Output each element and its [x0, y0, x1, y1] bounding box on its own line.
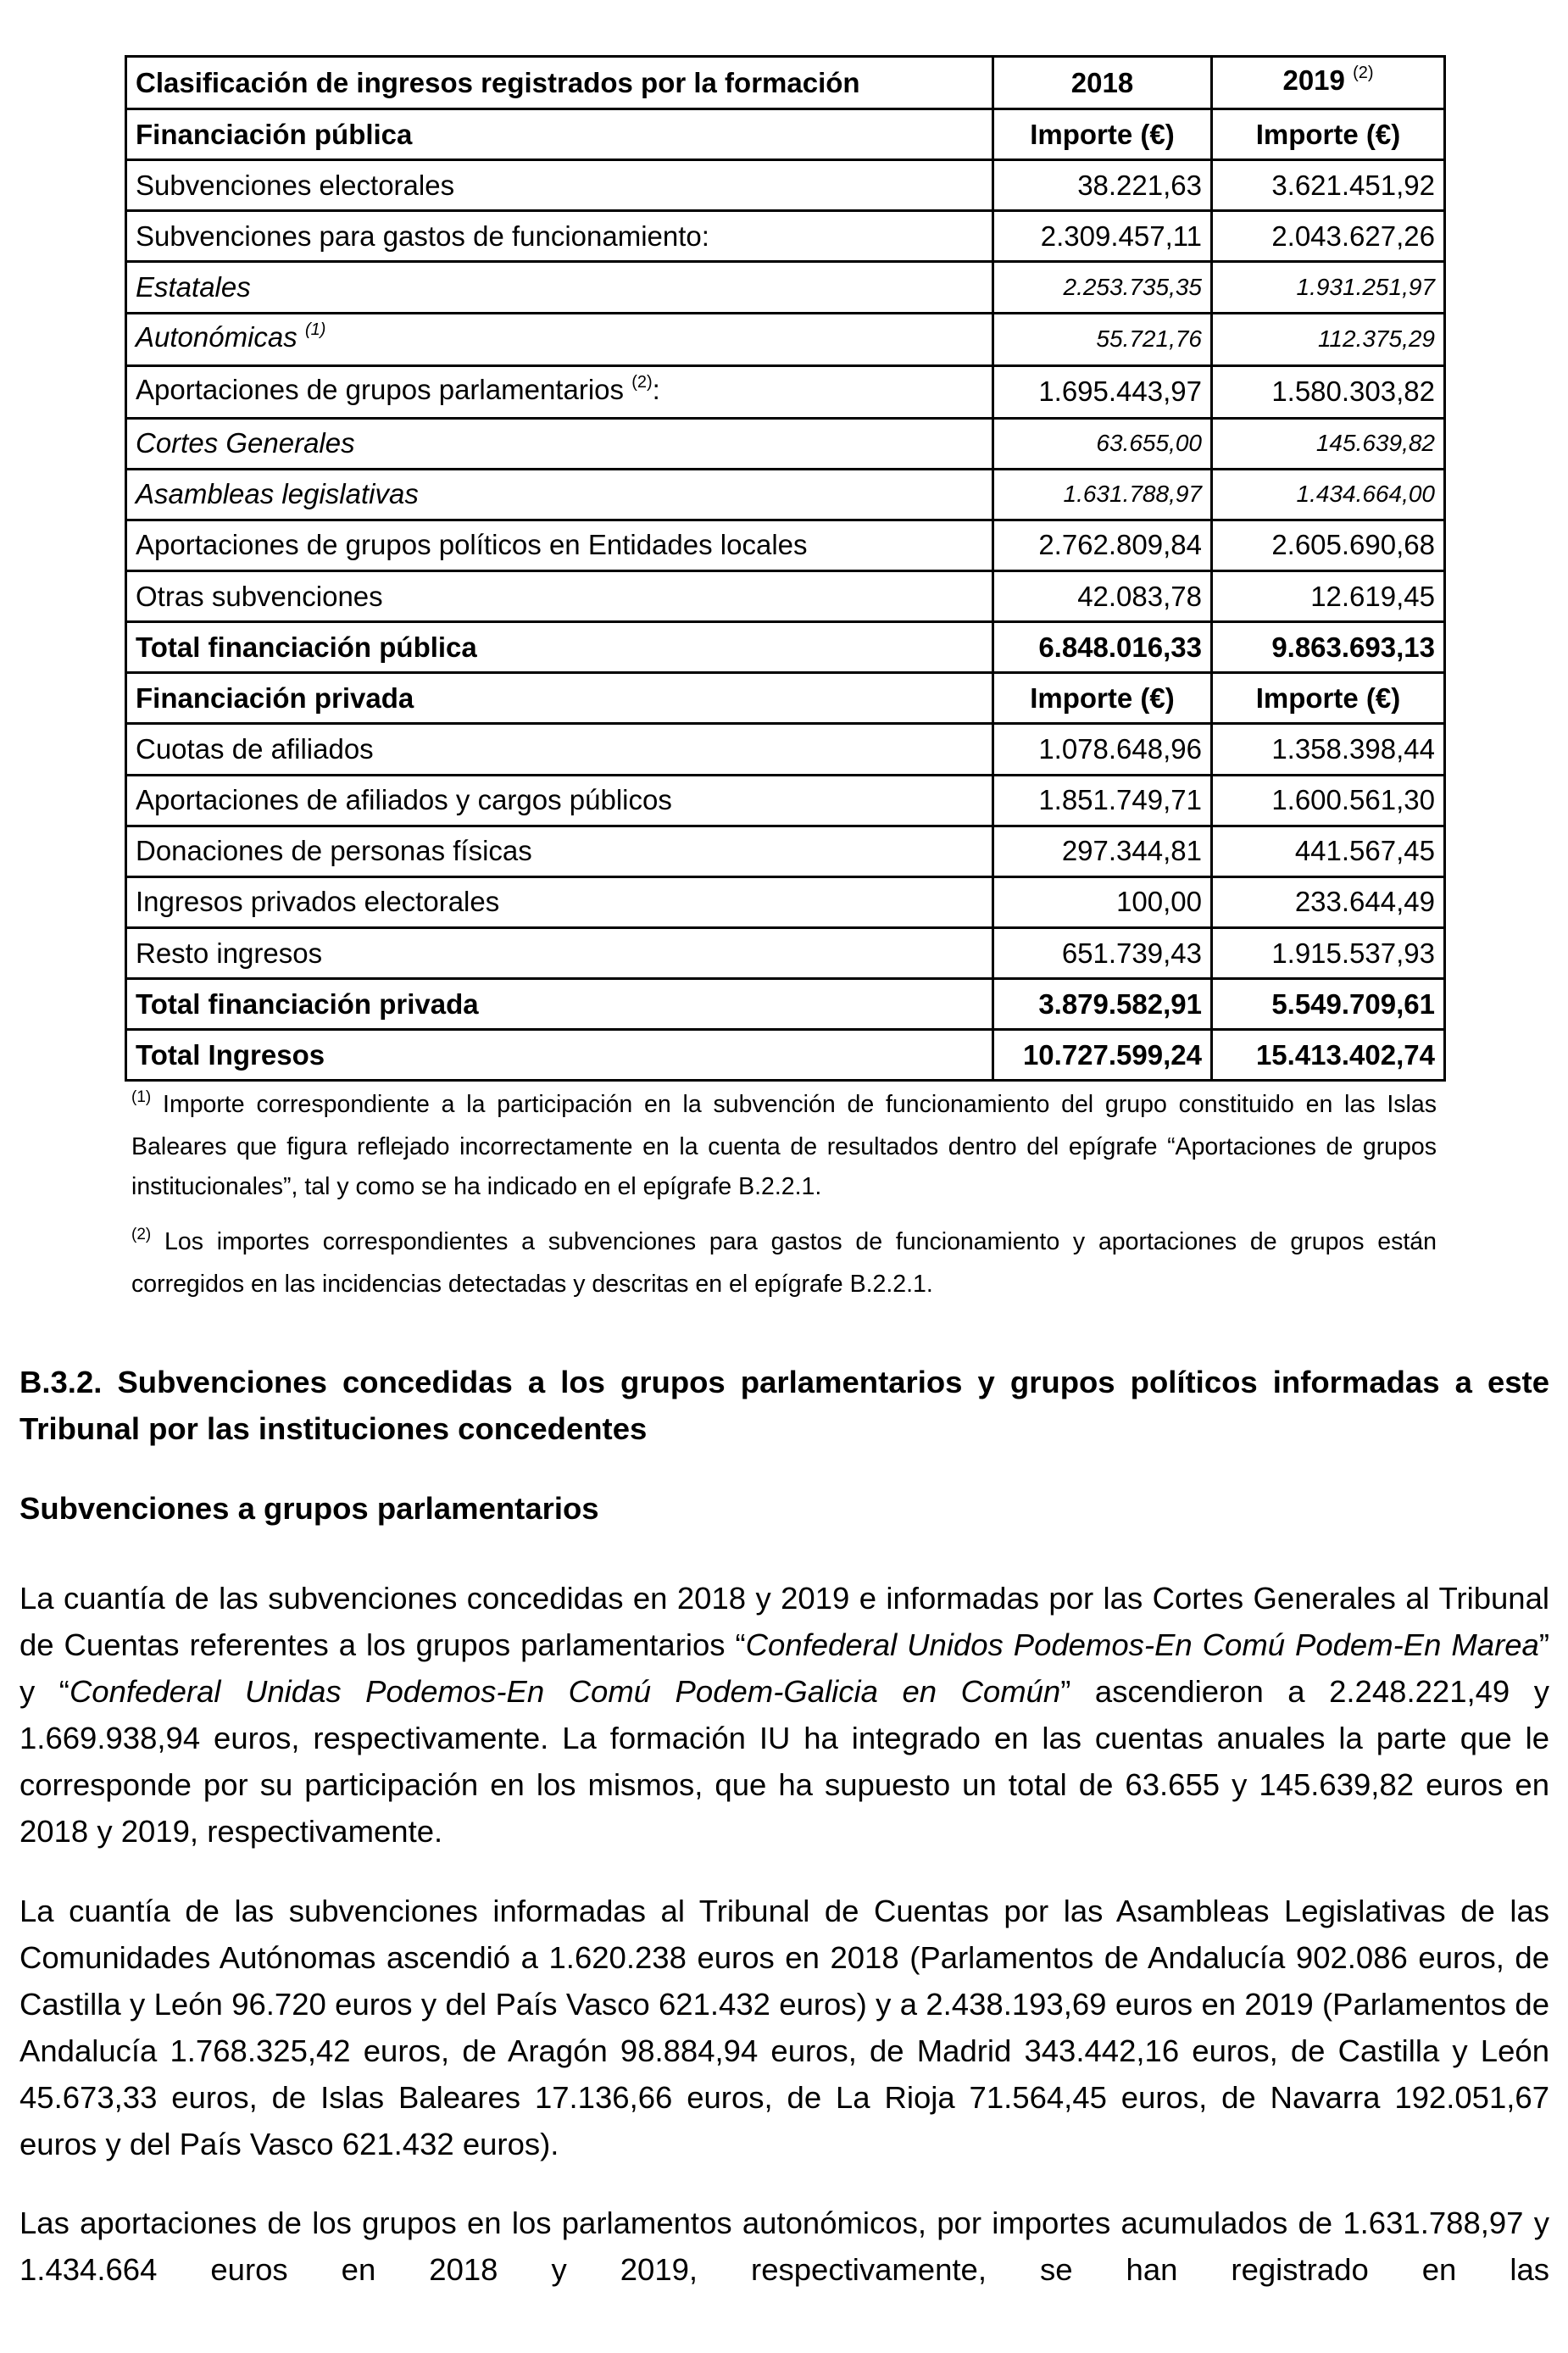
row-2018: 2.253.735,35 — [993, 262, 1212, 313]
row-label: Aportaciones de afiliados y cargos públicos — [126, 775, 993, 826]
row-label-cell — [126, 365, 993, 418]
section-heading — [19, 1359, 1549, 1452]
row-2018: 1.851.749,71 — [993, 775, 1212, 826]
row-label: Financiación privada — [126, 673, 993, 724]
row-2019: 112.375,29 — [1212, 313, 1445, 365]
row-label: Cortes Generales — [126, 418, 993, 469]
row-2018: 2.762.809,84 — [993, 520, 1212, 570]
header-2019 — [1212, 57, 1445, 109]
row-2018: 38.221,63 — [993, 160, 1212, 211]
group-name-italic: Confederal Unidas Podemos-En Comú Podem-Galicia en Común — [69, 1674, 1061, 1709]
row-2018: 297.344,81 — [993, 826, 1212, 876]
footnote-text: Importe correspondiente a la participación en la subvención de funcionamiento del grupo constituido en las Islas Baleares que figura reflejado incorrectamente en la cuenta de resultados dentro del epígrafe “Aportaciones de grupos institucionales”, tal y como se ha indicado en el epígrafe B.2.2.1. — [131, 1091, 1437, 1200]
paragraph-cortes-generales — [19, 1575, 1549, 1855]
row-label: Aportaciones de grupos políticos en Entidades locales — [126, 520, 993, 570]
row-2018: 63.655,00 — [993, 418, 1212, 469]
table-footnotes — [131, 1085, 1437, 1320]
row-label: Total financiación privada — [126, 979, 993, 1030]
paragraph-text: Las aportaciones de los grupos en los parlamentos autonómicos, por importes acumulados de 1.631.788,97 y 1.434.664 euros en 2018 y 2019, respectivamente, se han registrado en las — [19, 2206, 1549, 2287]
table-row — [126, 365, 1445, 418]
table-row-sub — [126, 469, 1445, 520]
row-2018: 42.083,78 — [993, 570, 1212, 621]
table-row-sub — [126, 313, 1445, 365]
row-label: Ingresos privados electorales — [126, 876, 993, 927]
row-2018: 10.727.599,24 — [993, 1030, 1212, 1081]
row-2019: 15.413.402,74 — [1212, 1030, 1445, 1081]
row-label: Otras subvenciones — [126, 570, 993, 621]
row-2018: 651.739,43 — [993, 927, 1212, 978]
row-2019: 3.621.451,92 — [1212, 160, 1445, 211]
row-label: Cuotas de afiliados — [126, 724, 993, 775]
footnote-2 — [131, 1222, 1437, 1304]
subsection-heading — [19, 1485, 1549, 1532]
table-row — [126, 927, 1445, 978]
paragraph-aportaciones-grupos — [19, 2200, 1549, 2293]
footnote-ref: (1) — [304, 320, 326, 339]
table-row — [126, 570, 1445, 621]
row-label: Total financiación pública — [126, 622, 993, 673]
row-2019: 1.580.303,82 — [1212, 365, 1445, 418]
text-run: ” y “ — [19, 1627, 1549, 1709]
footnote-mark: (2) — [131, 1226, 152, 1243]
row-2018: 1.695.443,97 — [993, 365, 1212, 418]
row-2018: 2.309.457,11 — [993, 211, 1212, 262]
row-label: Subvenciones para gastos de funcionamiento: — [126, 211, 993, 262]
row-label: Asambleas legislativas — [126, 469, 993, 520]
table-row — [126, 520, 1445, 570]
section-heading-text: B.3.2. Subvenciones concedidas a los grupos parlamentarios y grupos políticos informadas a este Tribunal por las instituciones concedentes — [19, 1365, 1549, 1446]
table-row-grand-total — [126, 1030, 1445, 1081]
row-label: Total Ingresos — [126, 1030, 993, 1081]
row-2019: 5.549.709,61 — [1212, 979, 1445, 1030]
paragraph-asambleas-legislativas — [19, 1888, 1549, 2167]
row-2019: 233.644,49 — [1212, 876, 1445, 927]
row-label: Autonómicas — [136, 320, 297, 353]
table-row — [126, 826, 1445, 876]
row-2019: Importe (€) — [1212, 673, 1445, 724]
row-2019: 1.600.561,30 — [1212, 775, 1445, 826]
row-2019: 441.567,45 — [1212, 826, 1445, 876]
footnote-ref: (2) — [1353, 64, 1374, 82]
row-2018: 55.721,76 — [993, 313, 1212, 365]
row-2018: 100,00 — [993, 876, 1212, 927]
row-label-cell — [126, 313, 993, 365]
row-label: Subvenciones electorales — [126, 160, 993, 211]
footnote-text: Los importes correspondientes a subvenciones para gastos de funcionamiento y aportaciones de grupos están corregidos en las incidencias detectadas y descritas en el epígrafe B.2.2.1. — [131, 1228, 1437, 1298]
row-2018: Importe (€) — [993, 109, 1212, 160]
group-name-italic: Confederal Unidos Podemos-En Comú Podem-En Marea — [745, 1627, 1539, 1662]
paragraph-text — [19, 1575, 1549, 1855]
row-2019: 2.043.627,26 — [1212, 211, 1445, 262]
paragraph-text: La cuantía de las subvenciones informadas al Tribunal de Cuentas por las Asambleas Legislativas de las Comunidades Autónomas ascendió a 1.620.238 euros en 2018 (Parlamentos de Andalucía 902.086 euros, de Castilla y León 96.720 euros y del País Vasco 621.432 euros) y a 2.438.193,69 euros en 2019 (Parlamentos de Andalucía 1.768.325,42 euros, de Aragón 98.884,94 euros, de Madrid 343.442,16 euros, de Castilla y León 45.673,33 euros, de Islas Baleares 17.136,66 euros, de La Rioja 71.564,45 euros, de Navarra 192.051,67 euros y del País Vasco 621.432 euros). — [19, 1894, 1549, 2161]
row-label: Resto ingresos — [126, 927, 993, 978]
table-row — [126, 160, 1445, 211]
subsection-heading-text: Subvenciones a grupos parlamentarios — [19, 1491, 599, 1526]
text-run: La cuantía de las subvenciones concedidas en 2018 y 2019 e informadas por las Cortes Generales al Tribunal de Cuentas referentes a los grupos parlamentarios “ — [19, 1581, 1549, 1662]
footnote-mark: (1) — [131, 1088, 152, 1106]
table-row-section — [126, 673, 1445, 724]
row-label: Financiación pública — [126, 109, 993, 160]
row-2019: 145.639,82 — [1212, 418, 1445, 469]
row-label: Aportaciones de grupos parlamentarios — [136, 373, 625, 405]
header-2019-label: 2019 — [1282, 64, 1345, 96]
footnote-ref: (2) — [631, 372, 653, 392]
row-2018: 3.879.582,91 — [993, 979, 1212, 1030]
table-row-total — [126, 979, 1445, 1030]
row-label: Estatales — [126, 262, 993, 313]
row-2019: Importe (€) — [1212, 109, 1445, 160]
row-2019: 2.605.690,68 — [1212, 520, 1445, 570]
income-table-container — [125, 55, 1443, 1082]
row-label-suffix: : — [652, 373, 660, 405]
row-2019: 1.358.398,44 — [1212, 724, 1445, 775]
table-row — [126, 876, 1445, 927]
row-2019: 1.434.664,00 — [1212, 469, 1445, 520]
footnote-1 — [131, 1085, 1437, 1207]
row-2019: 1.915.537,93 — [1212, 927, 1445, 978]
income-classification-table — [125, 55, 1446, 1082]
table-row-sub — [126, 418, 1445, 469]
row-2019: 12.619,45 — [1212, 570, 1445, 621]
row-2018: 1.631.788,97 — [993, 469, 1212, 520]
row-2018: Importe (€) — [993, 673, 1212, 724]
table-row-sub — [126, 262, 1445, 313]
row-label: Donaciones de personas físicas — [126, 826, 993, 876]
table-row-section — [126, 109, 1445, 160]
header-classification: Clasificación de ingresos registrados por la formación — [126, 57, 993, 109]
row-2019: 1.931.251,97 — [1212, 262, 1445, 313]
row-2019: 9.863.693,13 — [1212, 622, 1445, 673]
row-2018: 6.848.016,33 — [993, 622, 1212, 673]
table-row — [126, 211, 1445, 262]
header-2018: 2018 — [993, 57, 1212, 109]
table-row — [126, 724, 1445, 775]
table-row — [126, 775, 1445, 826]
text-run: ” ascendieron a 2.248.221,49 y 1.669.938,94 euros, respectivamente. La formación IU ha integrado en las cuentas anuales la parte que le corresponde por su participación en los mismos, que ha supuesto un total de 63.655 y 145.639,82 euros en 2018 y 2019, respectivamente. — [19, 1674, 1549, 1849]
table-row-total — [126, 622, 1445, 673]
row-2018: 1.078.648,96 — [993, 724, 1212, 775]
table-header-row — [126, 57, 1445, 109]
